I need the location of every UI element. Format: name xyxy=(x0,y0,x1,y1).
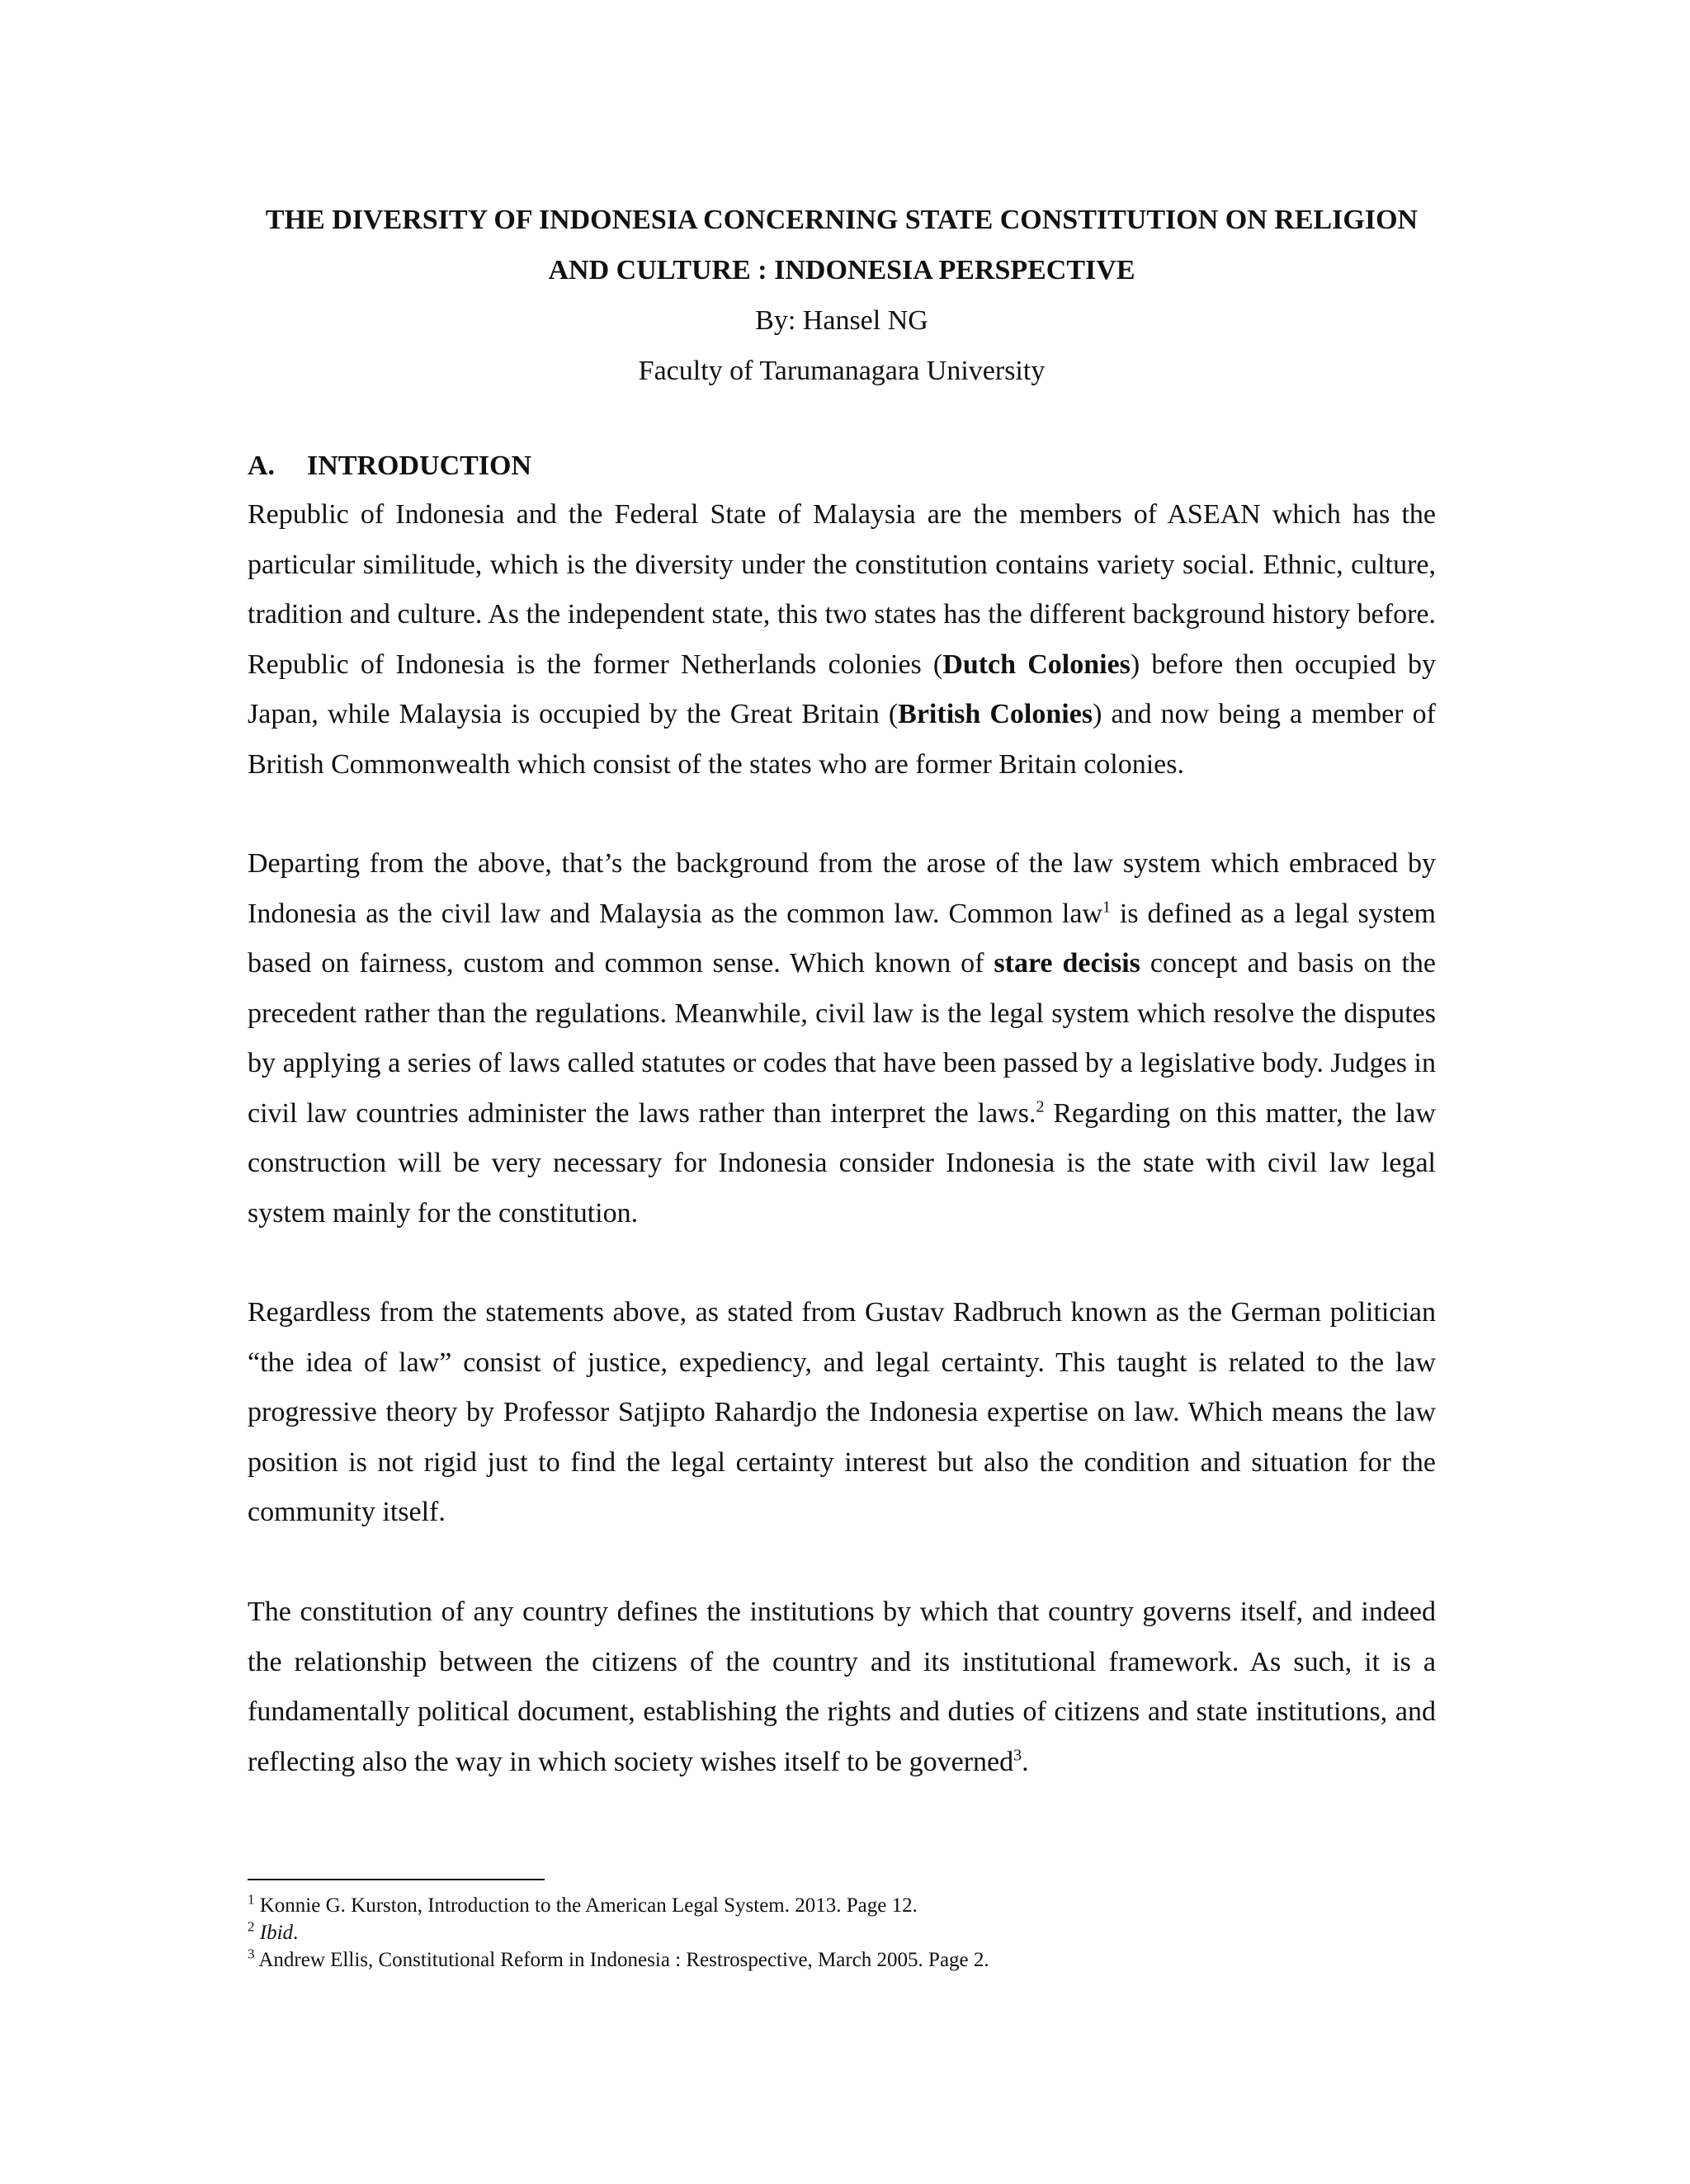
paragraph-3 xyxy=(248,1288,1436,1538)
section-heading xyxy=(248,441,1436,491)
footnote-3 xyxy=(248,1946,1436,1974)
footnote-2 xyxy=(248,1919,1436,1946)
paragraph-text: concept and basis on the precedent rather than the regulations. Meanwhile, civil law is the legal system which resolve the disputes by applying a series of laws called statutes or codes that have been passed by a legislative body. Judges in civil law countries administer the laws rather than interpret the laws. xyxy=(248,948,1436,1129)
paragraph-text: Departing from the above, that’s the background from the arose of the law system which embraced by Indonesia as the civil law and Malaysia as the common law. Common law xyxy=(248,848,1436,929)
paragraph-text: Regarding on this matter, the law construction will be very necessary for Indonesia consider Indonesia is the state with civil law legal system mainly for the constitution. xyxy=(248,1097,1436,1229)
paragraph-text: ) before then occupied by Japan, while Malaysia is occupied by the Great Britain ( xyxy=(248,649,1437,729)
affiliation: Faculty of Tarumanagara University xyxy=(638,356,1046,386)
section-letter: A. xyxy=(248,450,276,481)
footnotes xyxy=(248,1892,1436,1974)
title-line-2: AND CULTURE : INDONESIA PERSPECTIVE xyxy=(548,255,1135,285)
footnote-text: Andrew Ellis, Constitutional Reform in Indonesia : Restrospective, March 2005. Page 2. xyxy=(258,1949,989,1971)
bold-term: British Colonies xyxy=(898,699,1093,729)
bold-term: Dutch Colonies xyxy=(942,649,1131,680)
paragraph-1 xyxy=(248,490,1436,790)
footnote-text: Ibid xyxy=(259,1922,294,1944)
author: By: Hansel NG xyxy=(755,305,928,336)
document-title xyxy=(248,195,1436,295)
paragraph-text: Republic of Indonesia and the Federal State of Malaysia are the members of ASEAN which has the particular similitude, which is the diversity under the constitution contains variety social. Ethnic, culture, tradition and culture. As the independent state, this two states has the different background history before. Republic of Indonesia is the former Netherlands colonies ( xyxy=(248,499,1436,680)
paragraph-4 xyxy=(248,1587,1436,1787)
paragraph-text: is defined as a legal system based on fairness, custom and common sense. Which known of xyxy=(248,898,1436,979)
footnote-number: 2 xyxy=(248,1918,255,1935)
bold-term: stare decisis xyxy=(994,948,1140,979)
footnote-number: 1 xyxy=(248,1891,255,1908)
footnote-suffix: . xyxy=(293,1922,299,1944)
footnote-text: Konnie G. Kurston, Introduction to the American Legal System. 2013. Page 12. xyxy=(259,1894,918,1917)
paragraph-text: ) and now being a member of British Commonwealth which consist of the states who are former Britain colonies. xyxy=(248,699,1436,780)
paragraph-text: . xyxy=(1022,1746,1029,1777)
footnote-1 xyxy=(248,1892,1436,1919)
footnote-separator xyxy=(248,1879,545,1880)
footnote-ref[interactable]: 2 xyxy=(1036,1097,1045,1116)
byline xyxy=(248,295,1436,396)
footnote-ref[interactable]: 1 xyxy=(1102,898,1112,917)
section-title: INTRODUCTION xyxy=(307,450,532,481)
footnote-number: 3 xyxy=(248,1946,255,1962)
paragraph-text: Regardless from the statements above, as stated from Gustav Radbruch known as the German politician “the idea of law” consist of justice, expediency, and legal certainty. This taught is related to the law progressive theory by Professor Satjipto Rahardjo the Indonesia expertise on law. Which means the law position is not rigid just to find the legal certainty interest but also the condition and situation for the community itself. xyxy=(248,1297,1436,1527)
paragraph-2 xyxy=(248,839,1436,1238)
paragraph-text: The constitution of any country defines the institutions by which that country governs itself, and indeed the relationship between the citizens of the country and its institutional framework. As such, it is a fundamentally political document, establishing the rights and duties of citizens and state institutions, and reflecting also the way in which society wishes itself to be governed xyxy=(248,1597,1436,1777)
footnote-ref[interactable]: 3 xyxy=(1013,1746,1022,1765)
title-line-1: THE DIVERSITY OF INDONESIA CONCERNING STATE CONSTITUTION ON RELIGION xyxy=(265,205,1419,235)
